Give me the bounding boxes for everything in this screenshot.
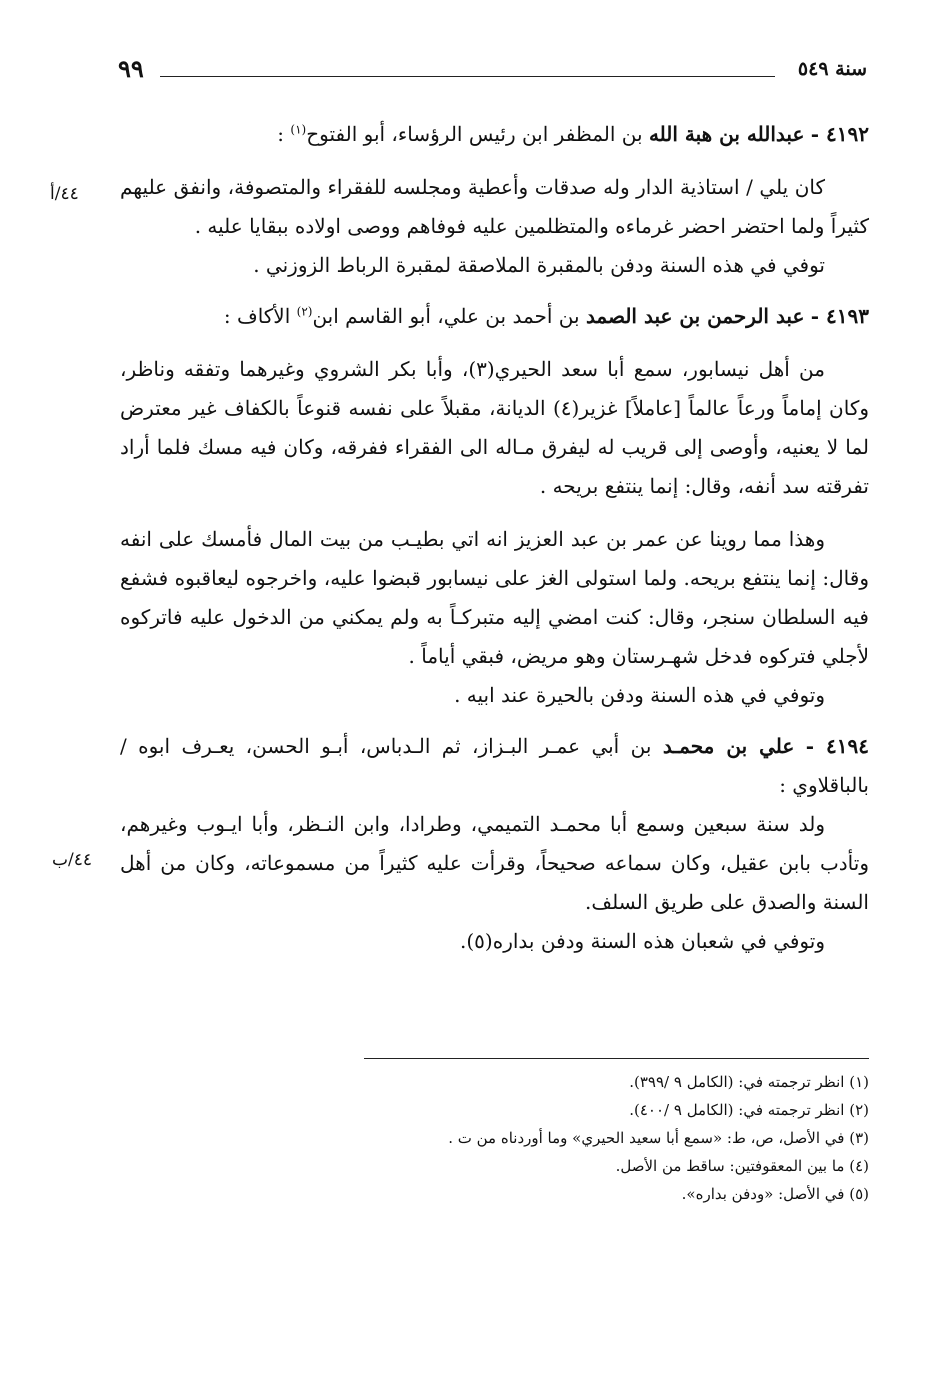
page-header [118, 54, 867, 88]
footnote-ref: (١) [290, 122, 307, 137]
entry-lineage: بن أبي عمـر البـزاز، ثم الـدباس، أبـو الحسن، يعـرف ابوه / بالباقلاوي : [120, 734, 869, 797]
entry-heading-tail: الأكاف : [223, 304, 291, 328]
footnote-ref: (٢) [296, 304, 313, 319]
entry-name: علي بن محمـد [662, 734, 795, 758]
entry-number: ٤١٩٣ - [810, 304, 869, 328]
entry-paragraph: وتوفي في هذه السنة ودفن بالحيرة عند ابيه . [454, 683, 825, 707]
margin-folio-ref: ٤٤/ب [52, 850, 92, 870]
entry-heading-tail: : [277, 122, 285, 146]
entry-name: عبدالله بن هبة الله [648, 122, 805, 146]
entry-lineage: بن أحمد بن علي، أبو القاسم ابن [312, 304, 580, 328]
footnote: (٥) في الأصل: «ودفن بداره». [681, 1185, 869, 1203]
margin-folio-ref: ٤٤/أ [50, 184, 79, 204]
entry-name: عبد الرحمن بن عبد الصمد [585, 304, 805, 328]
entry-paragraph: وهذا مما روينا عن عمر بن عبد العزيز انه اتي بطيـب من بيت المال فأمسك على انفه وقال: إنما ينتفع بريحه. ولما استولى الغز على نيسابور قبضوا عليه، واخرجوه ليعاقبوه فشفع فيه السلطان سنجر، وقال: كنت امضي إليه متبركـاً به ولم يمكني من الدخول عليه فاتركوه لأجلي فتركوه فدخل شهـرستان وهو مريض، فبقي أياماً . [120, 527, 869, 668]
footnote: (١) انظر ترجمته في: (الكامل ٩ /٣٩٩). [629, 1073, 869, 1091]
entry-paragraph: كان يلي / استاذية الدار وله صدقات وأعطية ومجلسه للفقراء والمتصوفة، وانفق عليهم كثيراً ولما احتضر احضر غرماءه والمتظلمين عليه فوفاهم ووصى اولاده ببقايا عليه . [120, 175, 869, 238]
entry-heading [120, 727, 869, 805]
main-text [120, 115, 869, 973]
footnote: (٢) انظر ترجمته في: (الكامل ٩ /٤٠٠). [629, 1101, 869, 1119]
entry-lineage: بن المظفر ابن رئيس الرؤساء، أبو الفتوح [306, 122, 643, 146]
entry-4192 [120, 115, 869, 285]
footnote-rule [364, 1058, 869, 1059]
entry-paragraph: توفي في هذه السنة ودفن بالمقبرة الملاصقة لمقبرة الرباط الزوزني . [253, 253, 825, 277]
entry-heading [120, 115, 869, 154]
entry-paragraph: من أهل نيسابور، سمع أبا سعد الحيري(٣)، وأبا بكر الشروي وغيرهما وتفقه وناظر، وكان إماماً ورعاً عالماً [عاملاً] غزير(٤) الديانة، مقبلاً على نفسه قنوعاً بالكفاف غير معترض لما لا يعنيه، وأوصى إلى قريب له ليفرق مـاله الى الفقراء ففرقه، وكان فيه مسك فلما أراد تفرقته سد أنفه، وقال: إنما ينتفع بريحه . [120, 357, 870, 498]
header-rule [160, 76, 775, 77]
entry-paragraph: وتوفي في شعبان هذه السنة ودفن بداره(٥). [460, 929, 825, 953]
entry-4194 [120, 727, 869, 961]
year-label: سنة ٥٤٩ [797, 58, 867, 80]
page-number: ٩٩ [118, 54, 144, 83]
entry-number: ٤١٩٢ - [810, 122, 869, 146]
footnote: (٣) في الأصل، ص، ط: «سمع أبا سعيد الحيري» وما أوردناه من ت . [448, 1129, 869, 1147]
entry-4193 [120, 297, 869, 715]
footnote: (٤) ما بين المعقوفتين: ساقط من الأصل. [615, 1157, 869, 1175]
entry-number: ٤١٩٤ - [805, 734, 870, 758]
entry-heading [120, 297, 869, 336]
entry-paragraph: ولد سنة سبعين وسمع أبا محمـد التميمي، وطرادا، وابن النـظر، وأبا ايـوب وغيرهم، وتأدب بابن عقيل، وكان سماعه صحيحاً، وقرأت عليه كثيراً من مسموعاته، وكان من أهل السنة والصدق على طريق السلف. [120, 812, 869, 914]
footnotes [300, 1068, 869, 1208]
